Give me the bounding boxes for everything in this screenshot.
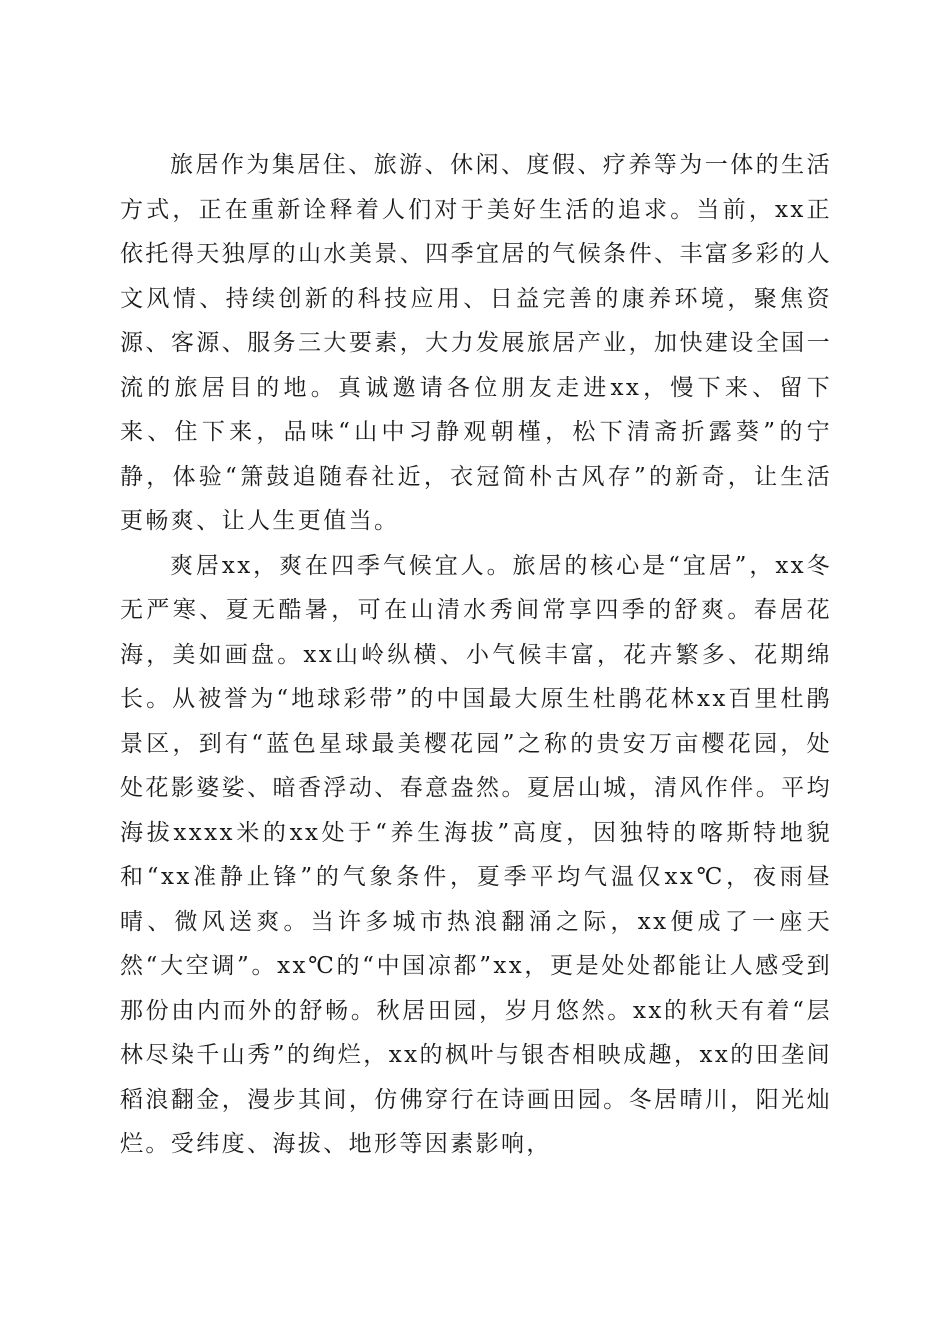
paragraph-intro: 旅居作为集居住、旅游、休闲、度假、疗养等为一体的生活方式，正在重新诠释着人们对于美好生活的追求。当前，xx正依托得天独厚的山水美景、四季宜居的气候条件、丰富多彩的人文风情、持续创新的科技应用、日益完善的康养环境，聚焦资源、客源、服务三大要素，大力发展旅居产业，加快建设全国一流的旅居目的地。真诚邀请各位朋友走进xx，慢下来、留下来、住下来，品味“山中习静观朝槿，松下清斋折露葵”的宁静，体验“箫鼓追随春社近，衣冠简朴古风存”的新奇，让生活更畅爽、让人生更值当。	[120, 152, 832, 534]
paragraph-climate: 爽居xx，爽在四季气候宜人。旅居的核心是“宜居”，xx冬无严寒、夏无酷暑，可在山清水秀间常享四季的舒爽。春居花海，美如画盘。xx山岭纵横、小气候丰富，花卉繁多、花期绵长。从被誉为“地球彩带”的中国最大原生杜鹃花林xx百里杜鹃景区，到有“蓝色星球最美樱花园”之称的贵安万亩樱花园，处处花影婆娑、暗香浮动、春意盎然。夏居山城，清风作伴。平均海拔xxxx米的xx处于“养生海拔”高度，因独特的喀斯特地貌和“xx准静止锋”的气象条件，夏季平均气温仅xx℃，夜雨昼晴、微风送爽。当许多城市热浪翻涌之际，xx便成了一座天然“大空调”。xx℃的“中国凉都”xx，更是处处都能让人感受到那份由内而外的舒畅。秋居田园，岁月悠然。xx的秋天有着“层林尽染千山秀”的绚烂，xx的枫叶与银杏相映成趣，xx的田垄间稻浪翻金，漫步其间，仿佛穿行在诗画田园。冬居晴川，阳光灿烂。受纬度、海拔、地形等因素影响，	[120, 552, 832, 1157]
body-text	[120, 143, 832, 1167]
